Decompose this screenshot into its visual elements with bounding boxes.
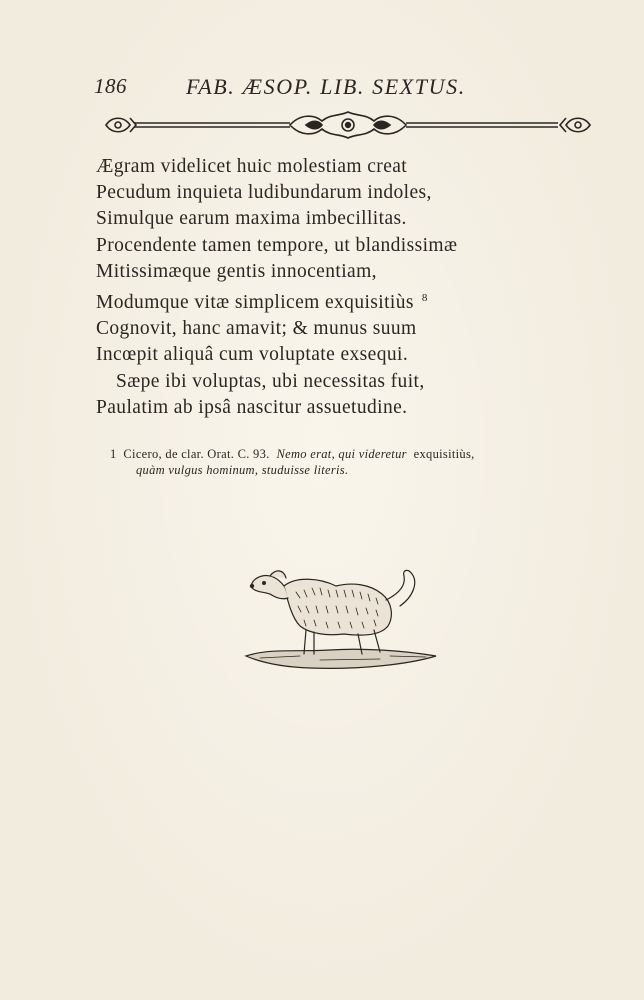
verse-line: Pecudum inquieta ludibundarum indoles, xyxy=(96,182,432,204)
verse-line: Ægram videlicet huic molestiam creat xyxy=(96,156,408,177)
dog-woodcut-icon xyxy=(240,556,444,680)
footnote-line-1 xyxy=(110,446,610,462)
footnote-marker: 8 xyxy=(421,292,428,305)
running-head xyxy=(94,74,514,104)
footnote xyxy=(110,446,610,478)
verse-line: Simulque earum maxima imbecillitas. xyxy=(96,208,407,230)
verse-line-text: Modumque vitæ simplicem exquisitiùs xyxy=(96,292,414,314)
verse-line: Sæpe ibi voluptas, ubi necessitas fuit, xyxy=(116,370,425,392)
verse-line: Procendente tamen tempore, ut blandissimæ xyxy=(96,234,458,256)
footnote-quote-part2: quàm vulgus hominum, studuisse literis. xyxy=(136,463,349,477)
verse-line: Cognovit, hanc amavit; & munus suum xyxy=(96,318,417,340)
footnote-source: Cicero, de clar. Orat. C. 93. xyxy=(123,447,270,461)
verse-line: Paulatim ab ipsâ nascitur assuetudine. xyxy=(96,396,408,418)
footnote-quote-mid: exquisitiùs, xyxy=(413,447,475,461)
running-title: FAB. ÆSOP. LIB. SEXTUS. xyxy=(186,74,466,99)
footnote-quote-part1: Nemo erat, qui videretur xyxy=(276,447,407,461)
footnote-number: 1 xyxy=(110,447,117,461)
verse-line: Mitissimæque gentis innocentiam, xyxy=(96,260,377,282)
page-number: 186 xyxy=(94,74,127,98)
verse-block xyxy=(96,154,536,421)
verse-line-with-note xyxy=(96,285,536,316)
verse-line: Incœpit aliquâ cum voluptate exsequi. xyxy=(96,344,409,366)
ornament-icon xyxy=(100,108,596,142)
footnote-line-2 xyxy=(110,462,610,478)
